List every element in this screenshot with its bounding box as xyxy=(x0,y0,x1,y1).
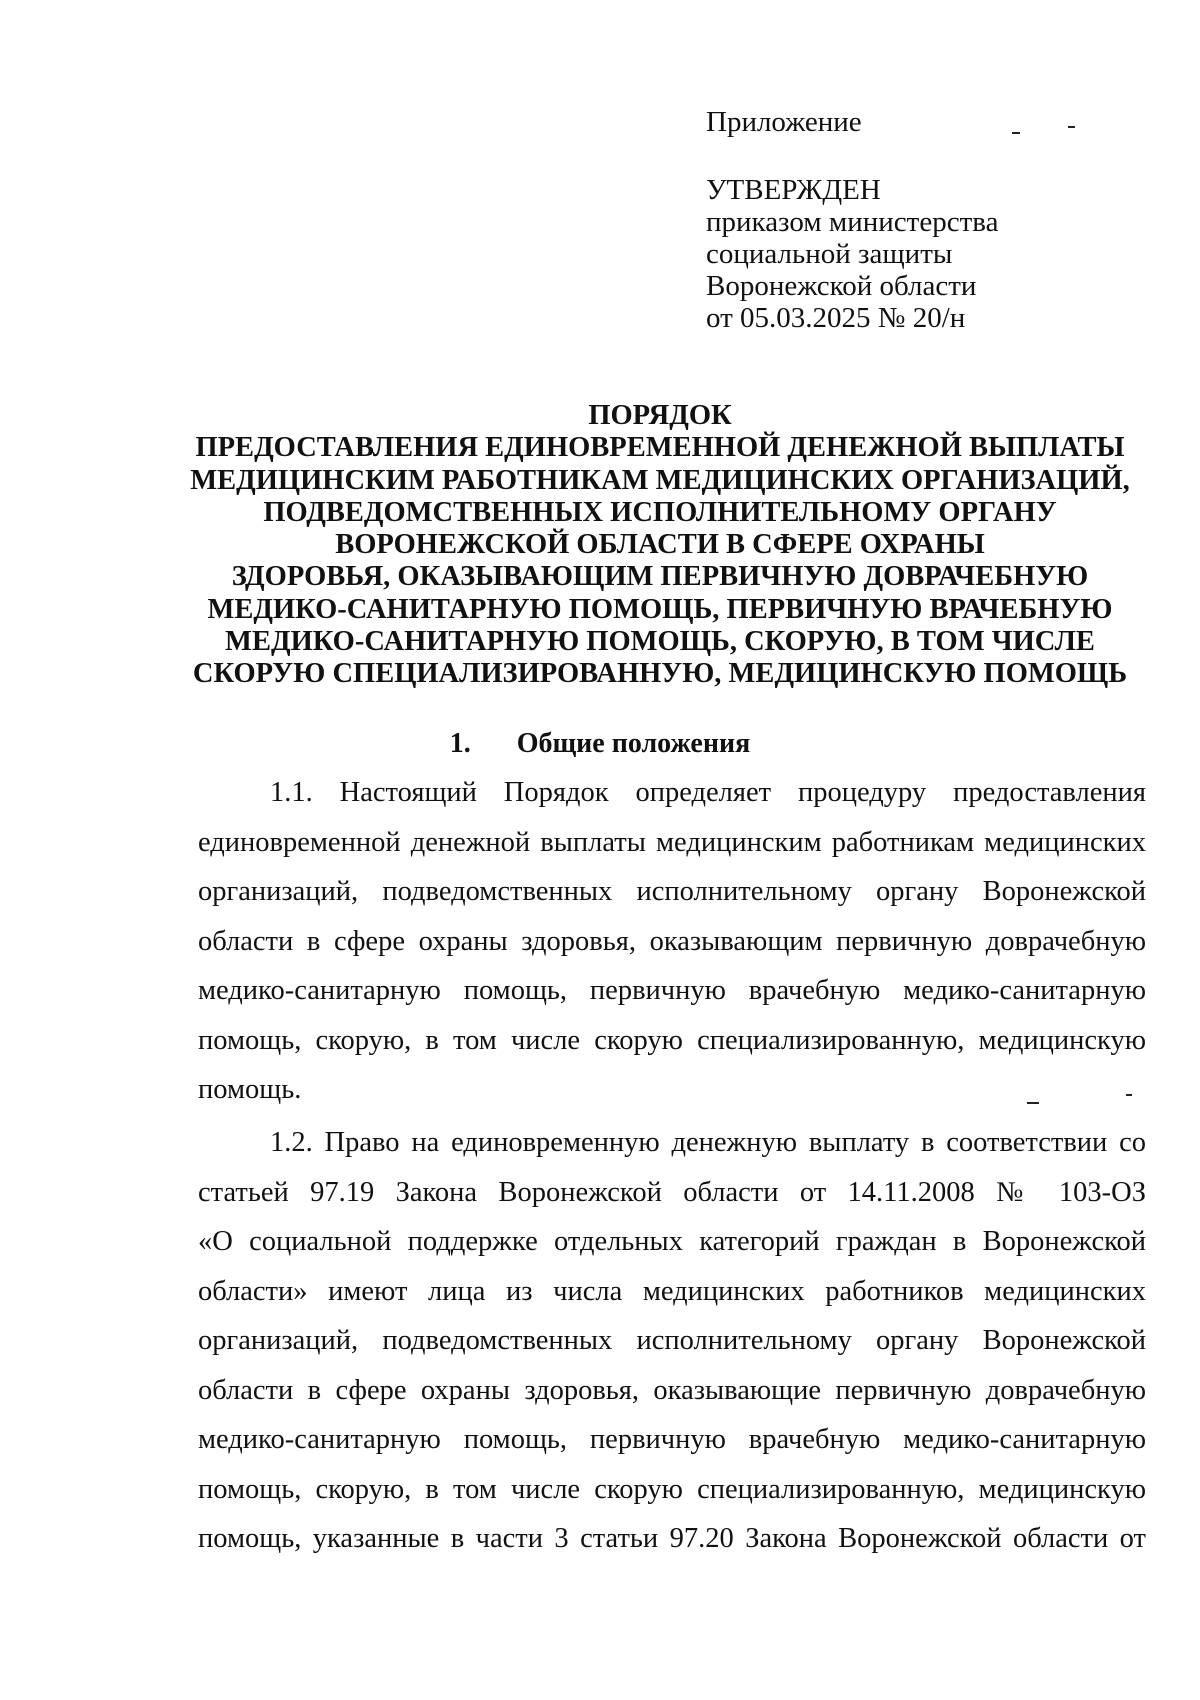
annex-label: Приложение xyxy=(706,106,862,138)
approved-label: УТВЕРЖДЕН xyxy=(706,174,881,206)
title-line: СКОРУЮ СПЕЦИАЛИЗИРОВАННУЮ, МЕДИЦИНСКУЮ ПОМОЩЬ xyxy=(192,658,1128,690)
paragraph-line: области» имеют лица из числа медицинских работников медицинских xyxy=(198,1275,1146,1307)
title-heading: ПОРЯДОК xyxy=(588,400,732,431)
paragraph-line: области в сфере охраны здоровья, оказывающим первичную доврачебную xyxy=(198,925,1146,957)
paragraph-line: единовременной денежной выплаты медицинским работникам медицинских xyxy=(198,826,1146,858)
approval-block xyxy=(706,106,998,334)
paragraph-line: 1.2. Право на единовременную денежную выплату в соответствии со xyxy=(270,1127,1146,1158)
title-line: ЗДОРОВЬЯ, ОКАЗЫВАЮЩИМ ПЕРВИЧНУЮ ДОВРАЧЕБНУЮ xyxy=(231,561,1089,593)
approval-order-number: от 05.03.2025 № 20/н xyxy=(706,302,966,334)
paragraph-line: медико-санитарную помощь, первичную врачебную медико-санитарную xyxy=(198,975,1146,1006)
paragraph-line: «О социальной поддержке отдельных категорий граждан в Воронежской xyxy=(198,1226,1146,1257)
paragraph-line: помощь, скорую, в том числе скорую специализированную, медицинскую xyxy=(198,1024,1146,1056)
scan-artifact xyxy=(1126,1094,1132,1096)
scan-artifact xyxy=(1027,1102,1039,1104)
paragraph-line: медико-санитарную помощь, первичную врачебную медико-санитарную xyxy=(198,1424,1146,1455)
section-title: Общие положения xyxy=(516,728,751,759)
paragraph-line: организаций, подведомственных исполнительному органу Воронежской xyxy=(198,876,1146,907)
approval-line: Воронежской области xyxy=(706,270,977,302)
paragraph-line: помощь, скорую, в том числе скорую специализированную, медицинскую xyxy=(198,1473,1146,1505)
section-heading xyxy=(0,728,1200,760)
scan-artifact xyxy=(1068,126,1075,128)
title-line: МЕДИКО-САНИТАРНУЮ ПОМОЩЬ, ПЕРВИЧНУЮ ВРАЧЕБНУЮ xyxy=(207,593,1113,625)
title-line: ПОДВЕДОМСТВЕННЫХ ИСПОЛНИТЕЛЬНОМУ ОРГАНУ xyxy=(263,496,1057,528)
paragraph-line: области в сфере охраны здоровья, оказывающие первичную доврачебную xyxy=(198,1374,1146,1406)
title-line: ВОРОНЕЖСКОЙ ОБЛАСТИ В СФЕРЕ ОХРАНЫ xyxy=(335,529,985,561)
paragraph-1-1 xyxy=(198,768,1146,1115)
document-title xyxy=(160,400,1160,691)
section-number: 1. xyxy=(449,728,471,759)
title-line: МЕДИЦИНСКИМ РАБОТНИКАМ МЕДИЦИНСКИХ ОРГАНИЗАЦИЙ, xyxy=(190,464,1130,496)
paragraph-line: помощь, указанные в части 3 статьи 97.20 Закона Воронежской области от xyxy=(198,1523,1146,1554)
paragraph-1-2 xyxy=(198,1118,1146,1564)
approval-line: социальной защиты xyxy=(706,238,953,270)
paragraph-line: помощь. xyxy=(198,1074,302,1105)
paragraph-line: 1.1. Настоящий Порядок определяет процедуру предоставления xyxy=(270,777,1146,808)
paragraph-line: организаций, подведомственных исполнительному органу Воронежской xyxy=(198,1325,1146,1356)
title-line: МЕДИКО-САНИТАРНУЮ ПОМОЩЬ, СКОРУЮ, В ТОМ ЧИСЛЕ xyxy=(225,626,1095,658)
title-line: ПРЕДОСТАВЛЕНИЯ ЕДИНОВРЕМЕННОЙ ДЕНЕЖНОЙ ВЫПЛАТЫ xyxy=(195,432,1125,464)
paragraph-line: статьей 97.19 Закона Воронежской области от 14.11.2008 № 103-ОЗ xyxy=(198,1176,1146,1208)
scan-artifact xyxy=(1012,132,1020,134)
approval-line: приказом министерства xyxy=(706,206,999,238)
